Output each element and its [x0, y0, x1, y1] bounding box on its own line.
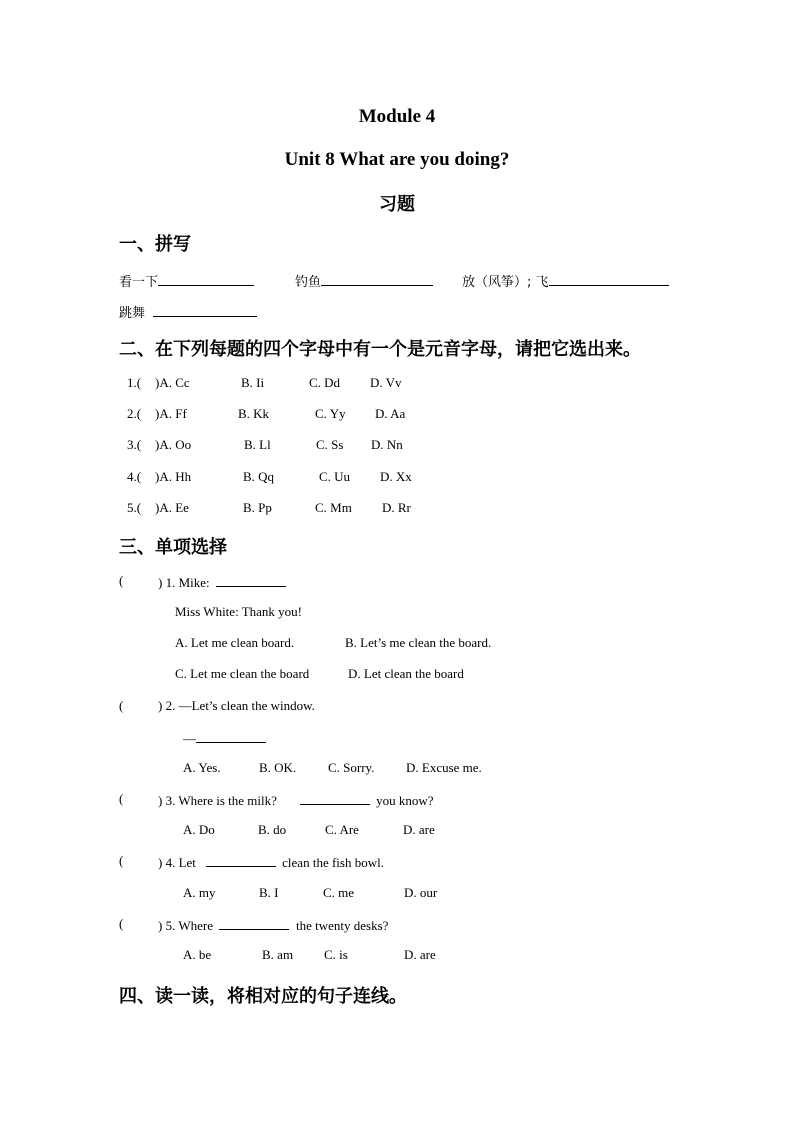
vowel-q3-option-a[interactable]: )A. Oo [155, 437, 192, 452]
question-5-option-d[interactable]: D. are [404, 947, 436, 962]
question-2-option-b[interactable]: B. OK. [259, 760, 297, 775]
vowel-q2-option-a[interactable]: )A. Ff [155, 406, 187, 421]
vowel-q2-option-c[interactable]: C. Yy [315, 406, 346, 421]
spelling-word-look: 看一下 [119, 275, 159, 290]
module-title: Module 4 [358, 106, 436, 127]
question-3-option-d[interactable]: D. are [403, 822, 435, 837]
vowel-q1-answer-paren[interactable]: 1.( [127, 375, 142, 390]
vowel-q1-option-c[interactable]: C. Dd [309, 375, 341, 390]
question-5-option-a[interactable]: A. be [183, 947, 212, 962]
answer-paren[interactable]: ( [119, 791, 124, 806]
question-1-stem: ) 1. Mike: [158, 573, 286, 591]
vowel-q3-answer-paren[interactable]: 3.( [127, 437, 142, 452]
question-1-option-d[interactable]: D. Let clean the board [348, 666, 464, 681]
answer-blank[interactable] [321, 272, 433, 286]
question-4-option-d[interactable]: D. our [404, 885, 438, 900]
question-5-option-b[interactable]: B. am [262, 947, 294, 962]
question-1-reply: Miss White: Thank you! [175, 604, 302, 619]
question-4-option-b[interactable]: B. I [259, 885, 279, 900]
answer-paren[interactable]: ( [119, 573, 124, 588]
answer-blank[interactable] [219, 916, 289, 930]
question-1-option-a[interactable]: A. Let me clean board. [175, 635, 295, 650]
vowel-q5-option-c[interactable]: C. Mm [315, 500, 352, 515]
answer-paren[interactable]: ( [119, 698, 124, 713]
question-2-stem: ) 2. —Let’s clean the window. [158, 698, 315, 713]
section3-heading: 三、单项选择 [119, 537, 227, 558]
vowel-q2-option-b[interactable]: B. Kk [238, 406, 270, 421]
vowel-q3-option-b[interactable]: B. Ll [244, 437, 271, 452]
answer-paren[interactable]: ( [119, 916, 124, 931]
vowel-q4-answer-paren[interactable]: 4.( [127, 469, 142, 484]
question-2-option-d[interactable]: D. Excuse me. [406, 760, 482, 775]
question-5-stem: ) 5. Where the twenty desks? [158, 918, 389, 933]
vowel-q5-option-d[interactable]: D. Rr [382, 500, 411, 515]
answer-blank[interactable] [206, 853, 276, 867]
question-2-option-a[interactable]: A. Yes. [183, 760, 221, 775]
question-1-option-b[interactable]: B. Let’s me clean the board. [345, 635, 492, 650]
vowel-q4-option-d[interactable]: D. Xx [380, 469, 412, 484]
answer-blank[interactable] [196, 729, 266, 743]
question-3-stem: ) 3. Where is the milk? you know? [158, 793, 434, 808]
vowel-q3-option-d[interactable]: D. Nn [371, 437, 403, 452]
question-3-option-a[interactable]: A. Do [183, 822, 215, 837]
section1-heading: 一、拼写 [119, 234, 191, 255]
question-1-option-c[interactable]: C. Let me clean the board [175, 666, 310, 681]
question-2-option-c[interactable]: C. Sorry. [328, 760, 375, 775]
vowel-q3-option-c[interactable]: C. Ss [316, 437, 344, 452]
spelling-item-1 [119, 271, 254, 290]
spelling-word-dance: 跳舞 [119, 306, 146, 321]
question-3-option-c[interactable]: C. Are [325, 822, 359, 837]
vowel-q2-answer-paren[interactable]: 2.( [127, 406, 142, 421]
answer-paren[interactable]: ( [119, 853, 124, 868]
answer-blank[interactable] [158, 272, 254, 286]
answer-blank[interactable] [549, 272, 669, 286]
answer-blank[interactable] [153, 303, 257, 317]
spelling-item-3 [462, 271, 669, 290]
question-2-response: — [183, 729, 266, 747]
answer-blank[interactable] [300, 791, 370, 805]
vowel-q5-option-a[interactable]: )A. Ee [155, 500, 189, 515]
unit-title: Unit 8 What are you doing? [284, 149, 510, 170]
question-5-option-c[interactable]: C. is [324, 947, 348, 962]
question-4-option-c[interactable]: C. me [323, 885, 355, 900]
spelling-item-2 [295, 271, 433, 290]
spelling-word-fly: 放（风筝）; 飞 [462, 275, 549, 290]
question-4-stem: ) 4. Let clean the fish bowl. [158, 855, 384, 870]
section2-heading: 二、在下列每题的四个字母中有一个是元音字母，请把它选出来。 [119, 339, 641, 360]
vowel-q4-option-b[interactable]: B. Qq [243, 469, 275, 484]
question-3-option-b[interactable]: B. do [258, 822, 287, 837]
vowel-q4-option-a[interactable]: )A. Hh [155, 469, 192, 484]
vowel-q1-option-a[interactable]: )A. Cc [155, 375, 190, 390]
spelling-word-fish: 钓鱼 [295, 275, 322, 290]
vowel-q4-option-c[interactable]: C. Uu [319, 469, 351, 484]
question-4-option-a[interactable]: A. my [183, 885, 216, 900]
spelling-item-4 [119, 302, 257, 321]
vowel-q1-option-d[interactable]: D. Vv [370, 375, 402, 390]
vowel-q5-answer-paren[interactable]: 5.( [127, 500, 142, 515]
vowel-q5-option-b[interactable]: B. Pp [243, 500, 272, 515]
vowel-q2-option-d[interactable]: D. Aa [375, 406, 406, 421]
section4-heading: 四、读一读，将相对应的句子连线。 [119, 986, 407, 1007]
worksheet-subtitle: 习题 [379, 194, 415, 215]
vowel-q1-option-b[interactable]: B. Ii [241, 375, 265, 390]
answer-blank[interactable] [216, 573, 286, 587]
